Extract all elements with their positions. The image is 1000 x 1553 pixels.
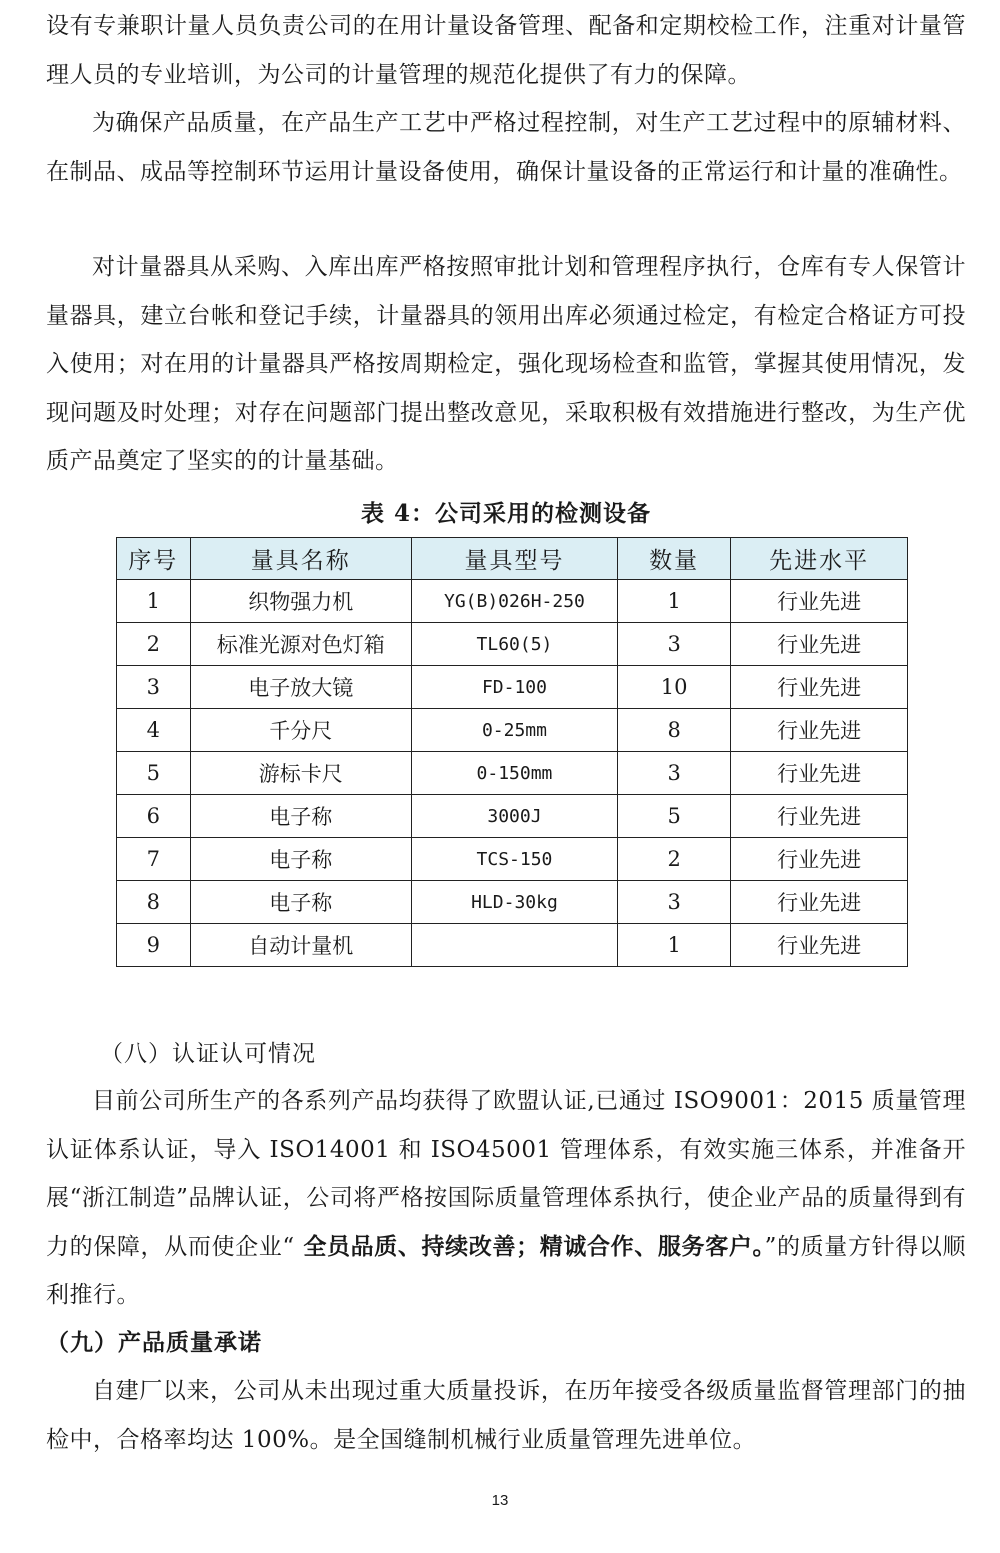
cell-name: 千分尺 bbox=[190, 709, 411, 752]
table-row bbox=[117, 752, 908, 795]
cell-serial: 7 bbox=[117, 838, 191, 881]
cell-quantity: 10 bbox=[618, 666, 731, 709]
paragraph-process-control: 为确保产品质量，在产品生产工艺中严格过程控制，对生产工艺过程中的原辅材料、在制品、成品等控制环节运用计量设备使用，确保计量设备的正常运行和计量的准确性。 bbox=[46, 110, 966, 185]
cell-serial: 2 bbox=[117, 623, 191, 666]
cell-serial: 4 bbox=[117, 709, 191, 752]
cell-level: 行业先进 bbox=[731, 623, 908, 666]
cell-quantity: 3 bbox=[618, 881, 731, 924]
certification-text-before: 目前公司所生产的各系列产品均获得了欧盟认证,已通过 ISO9001：2015 质量管理认证体系认证，导入 ISO14001 和 ISO45001 管理体系，有效实施三体系，并准备开展“浙江制造”品牌认证，公司将严格按国际质量管理体系执行，使企业产品的质量得到有力的保障，从而使企业“ bbox=[46, 1088, 966, 1260]
cell-model: HLD-30kg bbox=[411, 881, 617, 924]
cell-level: 行业先进 bbox=[731, 752, 908, 795]
cell-level: 行业先进 bbox=[731, 666, 908, 709]
table-row bbox=[117, 795, 908, 838]
cell-level: 行业先进 bbox=[731, 924, 908, 967]
cell-model: 3000J bbox=[411, 795, 617, 838]
cell-model: TCS-150 bbox=[411, 838, 617, 881]
section-8-heading: （八）认证认可情况 bbox=[100, 1041, 316, 1067]
cell-level: 行业先进 bbox=[731, 709, 908, 752]
equipment-table bbox=[116, 537, 908, 967]
table-row bbox=[117, 838, 908, 881]
cell-quantity: 1 bbox=[618, 580, 731, 623]
cell-serial: 6 bbox=[117, 795, 191, 838]
table-header-row bbox=[117, 538, 908, 580]
paragraph-quality-commitment: 自建厂以来，公司从未出现过重大质量投诉，在历年接受各级质量监督管理部门的抽检中，合格率均达 100%。是全国缝制机械行业质量管理先进单位。 bbox=[46, 1378, 966, 1453]
cell-level: 行业先进 bbox=[731, 580, 908, 623]
paragraph-metrology-staff: 设有专兼职计量人员负责公司的在用计量设备管理、配备和定期校检工作，注重对计量管理人员的专业培训，为公司的计量管理的规范化提供了有力的保障。 bbox=[46, 13, 966, 88]
cell-serial: 9 bbox=[117, 924, 191, 967]
cell-model: FD-100 bbox=[411, 666, 617, 709]
cell-name: 游标卡尺 bbox=[190, 752, 411, 795]
table-row bbox=[117, 709, 908, 752]
cell-name: 电子称 bbox=[190, 838, 411, 881]
paragraph-instrument-management: 对计量器具从采购、入库出库严格按照审批计划和管理程序执行，仓库有专人保管计量器具，建立台帐和登记手续，计量器具的领用出库必须通过检定，有检定合格证方可投入使用；对在用的计量器具严格按周期检定，强化现场检查和监管，掌握其使用情况，发现问题及时处理；对存在问题部门提出整改意见，采取积极有效措施进行整改，为生产优质产品奠定了坚实的的计量基础。 bbox=[46, 254, 966, 474]
header-quantity: 数量 bbox=[618, 538, 731, 580]
cell-model: TL60(5) bbox=[411, 623, 617, 666]
header-instrument-name: 量具名称 bbox=[190, 538, 411, 580]
cell-model: YG(B)026H-250 bbox=[411, 580, 617, 623]
cell-serial: 5 bbox=[117, 752, 191, 795]
cell-level: 行业先进 bbox=[731, 881, 908, 924]
header-serial: 序号 bbox=[117, 538, 191, 580]
cell-model: 0-25mm bbox=[411, 709, 617, 752]
cell-quantity: 8 bbox=[618, 709, 731, 752]
certification-text-after: ”的质量方针得以顺利推行。 bbox=[46, 1233, 967, 1308]
page-number: 13 bbox=[491, 1492, 509, 1509]
cell-name: 织物强力机 bbox=[190, 580, 411, 623]
header-advanced-level: 先进水平 bbox=[731, 538, 908, 580]
table-row bbox=[117, 924, 908, 967]
table-caption: 表 4：公司采用的检测设备 bbox=[360, 500, 651, 527]
cell-serial: 8 bbox=[117, 881, 191, 924]
cell-model: 0-150mm bbox=[411, 752, 617, 795]
cell-level: 行业先进 bbox=[731, 795, 908, 838]
table-row bbox=[117, 580, 908, 623]
cell-quantity: 2 bbox=[618, 838, 731, 881]
cell-quantity: 3 bbox=[618, 752, 731, 795]
cell-serial: 1 bbox=[117, 580, 191, 623]
quality-policy-slogan: 全员品质、持续改善；精诚合作、服务客户。 bbox=[294, 1232, 765, 1260]
table-row bbox=[117, 881, 908, 924]
cell-quantity: 3 bbox=[618, 623, 731, 666]
cell-name: 自动计量机 bbox=[190, 924, 411, 967]
section-9-heading: （九）产品质量承诺 bbox=[46, 1329, 262, 1356]
table-row bbox=[117, 623, 908, 666]
cell-serial: 3 bbox=[117, 666, 191, 709]
table-row bbox=[117, 666, 908, 709]
cell-name: 标准光源对色灯箱 bbox=[190, 623, 411, 666]
cell-name: 电子称 bbox=[190, 795, 411, 838]
cell-quantity: 5 bbox=[618, 795, 731, 838]
cell-quantity: 1 bbox=[618, 924, 731, 967]
cell-name: 电子放大镜 bbox=[190, 666, 411, 709]
header-instrument-model: 量具型号 bbox=[411, 538, 617, 580]
cell-name: 电子称 bbox=[190, 881, 411, 924]
paragraph-certification bbox=[46, 1077, 966, 1320]
cell-level: 行业先进 bbox=[731, 838, 908, 881]
cell-model bbox=[411, 924, 617, 967]
